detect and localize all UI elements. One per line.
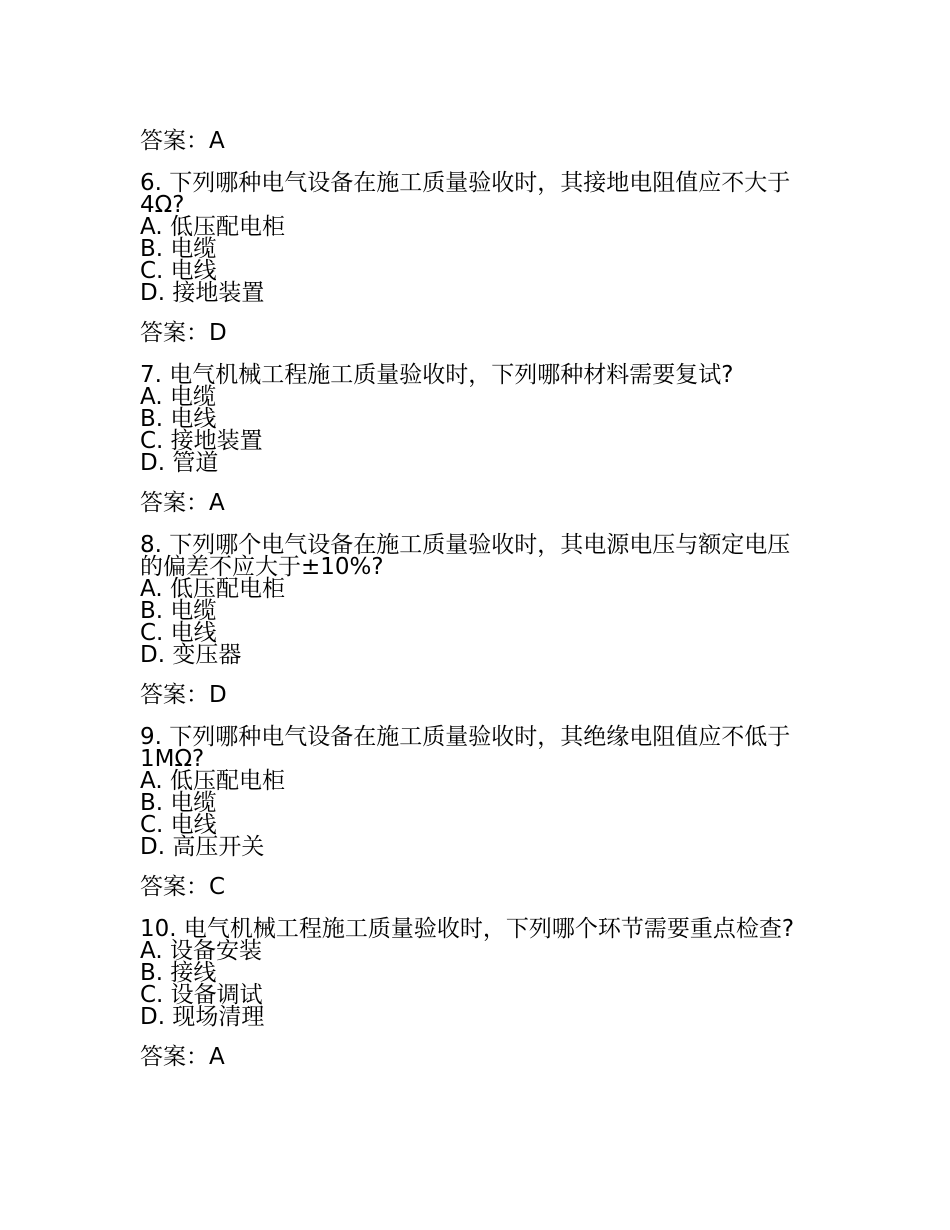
option-d: D. 现场清理 (140, 1004, 265, 1030)
option-b: B. 电缆 (140, 790, 217, 816)
option-a: A. 低压配电柜 (140, 768, 285, 794)
answer-8: 答案：D (140, 682, 227, 708)
option-a: A. 低压配电柜 (140, 576, 285, 602)
document-content (140, 126, 820, 1072)
option-d: D. 高压开关 (140, 834, 265, 860)
option-a: A. 设备安装 (140, 938, 262, 964)
question-text: 7. 电气机械工程施工质量验收时，下列哪种材料需要复试? (140, 362, 734, 388)
option-c: C. 接地装置 (140, 428, 263, 454)
option-c: C. 电线 (140, 812, 217, 838)
question-7 (140, 364, 820, 474)
option-list (140, 578, 820, 666)
question-6 (140, 172, 820, 304)
question-text: 8. 下列哪个电气设备在施工质量验收时，其电源电压与额定电压的偏差不应大于±10%? (140, 532, 791, 580)
option-a: A. 低压配电柜 (140, 214, 285, 240)
option-list (140, 770, 820, 858)
option-c: C. 电线 (140, 258, 217, 284)
question-10 (140, 918, 820, 1028)
question-9 (140, 726, 820, 858)
answer-previous: 答案：A (140, 128, 225, 154)
answer-10: 答案：A (140, 1044, 225, 1070)
question-text: 9. 下列哪种电气设备在施工质量验收时，其绝缘电阻值应不低于 1MΩ? (140, 724, 791, 772)
option-d: D. 管道 (140, 450, 219, 476)
answer-6: 答案：D (140, 320, 227, 346)
question-8 (140, 534, 820, 666)
option-b: B. 电线 (140, 406, 217, 432)
question-text: 6. 下列哪种电气设备在施工质量验收时，其接地电阻值应不大于 4Ω? (140, 170, 791, 218)
option-b: B. 电缆 (140, 236, 217, 262)
question-text: 10. 电气机械工程施工质量验收时，下列哪个环节需要重点检查? (140, 916, 795, 942)
option-c: C. 电线 (140, 620, 217, 646)
option-c: C. 设备调试 (140, 982, 263, 1008)
option-b: B. 电缆 (140, 598, 217, 624)
option-d: D. 变压器 (140, 642, 242, 668)
answer-9: 答案：C (140, 874, 226, 900)
option-list (140, 386, 820, 474)
answer-7: 答案：A (140, 490, 225, 516)
option-list (140, 216, 820, 304)
option-a: A. 电缆 (140, 384, 216, 410)
option-d: D. 接地装置 (140, 280, 265, 306)
option-list (140, 940, 820, 1028)
option-b: B. 接线 (140, 960, 217, 986)
